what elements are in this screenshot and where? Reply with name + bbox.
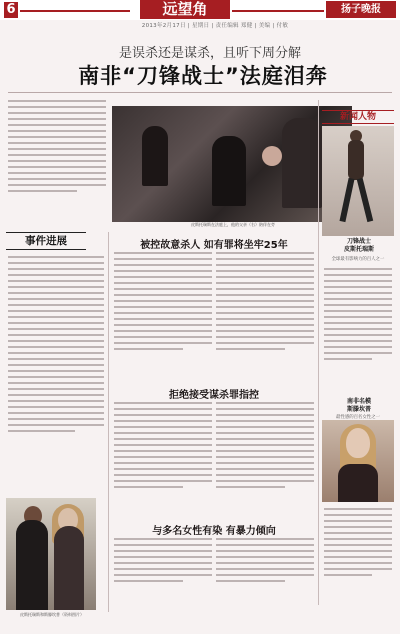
women-text-col2 xyxy=(216,538,314,608)
subheadline: 是误杀还是谋杀，且听下周分解 xyxy=(118,46,301,61)
runner-name: 刀锋战士 皮斯托瑞斯 xyxy=(343,238,374,253)
sidebar-divider xyxy=(318,100,319,605)
victim-name: 南非名模 斯滕坎普 xyxy=(346,398,371,413)
parents-section-heading: 被控故意杀人 如有罪将坐牢25年 xyxy=(140,240,288,251)
column-divider xyxy=(108,232,109,612)
masthead-rule-left xyxy=(20,10,130,12)
denial-section-heading: 拒绝接受谋杀罪指控 xyxy=(169,390,259,401)
parents-text-col2 xyxy=(216,252,314,382)
dateline: 2013年2月17日 | 星期日 | 责任编辑 郑健 | 美编 | 付敏 xyxy=(141,23,289,29)
victim-bio xyxy=(324,508,392,604)
parents-text-col1 xyxy=(114,252,212,382)
newspaper-logo: 扬子晚报 xyxy=(326,1,396,18)
runner-description: 全球最有影响力的百人之一 xyxy=(331,257,385,262)
courtroom-photo-caption: 皮斯托瑞斯在法庭上，他的父亲（右）陪伴在旁 xyxy=(191,222,275,227)
runner-bio xyxy=(324,268,392,392)
sidebar-label: 新闻人物 xyxy=(322,110,394,124)
runner-photo xyxy=(322,126,394,236)
chronicle-section-heading: 事件进展 xyxy=(6,232,86,250)
couple-photo-caption: 皮斯托瑞斯和斯滕坎普（资料图片） xyxy=(20,612,84,617)
victim-description: 最性感的百名女性之一 xyxy=(336,415,380,420)
lead-paragraph xyxy=(8,100,106,228)
headline-rule xyxy=(8,92,392,93)
courtroom-photo xyxy=(112,106,352,222)
couple-photo xyxy=(6,498,96,610)
victim-photo xyxy=(322,420,394,502)
column-name: 远望角 xyxy=(140,0,230,19)
masthead-rule-right xyxy=(232,10,324,12)
denial-text-col2 xyxy=(216,402,314,520)
denial-text-col1 xyxy=(114,402,212,520)
women-section-heading: 与多名女性有染 有暴力倾向 xyxy=(152,526,276,537)
headline: 南非“刀锋战士”法庭泪奔 xyxy=(78,64,328,88)
women-text-col1 xyxy=(114,538,212,608)
chronicle-text xyxy=(8,256,104,492)
page-number: 6 xyxy=(4,2,18,18)
